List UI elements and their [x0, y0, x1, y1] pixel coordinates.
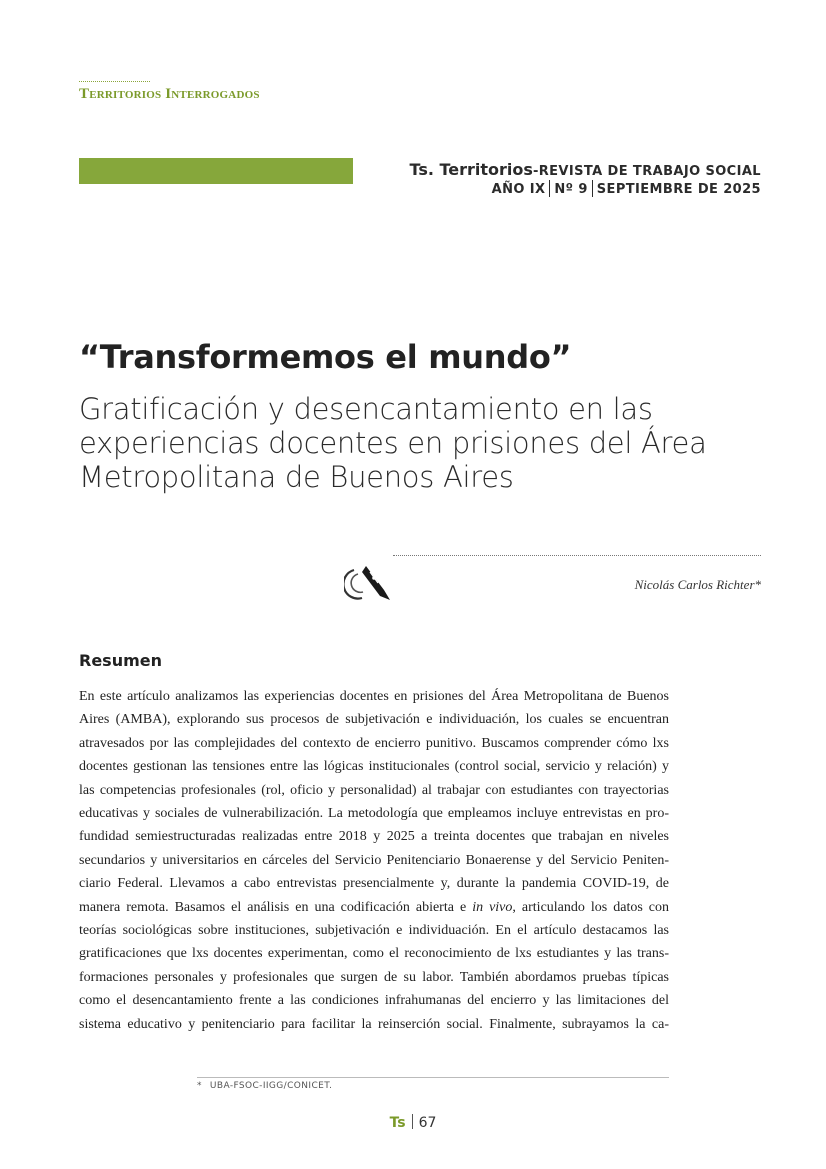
journal-issue-line: [410, 180, 761, 197]
abstract-line: sistema educativo y penitenciario para facilitar la reinserción social. Finalmente, subrayamos la ca-: [79, 1016, 669, 1032]
journal-date: SEPTIEMBRE DE 2025: [596, 182, 761, 197]
journal-title-line: [410, 160, 761, 179]
journal-year: AÑO IX: [491, 182, 546, 197]
abstract-line: como el desencantamiento frente a las condiciones infrahumanas del encierro y las limitaciones del: [79, 993, 669, 1009]
separator: [549, 180, 550, 197]
footnote: [197, 1081, 332, 1091]
footnote-divider: [197, 1077, 669, 1078]
abstract-line: secundarios y universitarios en cárceles del Servicio Penitenciario Bonaerense y del Servicio Peniten-: [79, 852, 669, 868]
abstract-text-segment: manera remota. Basamos el análisis en una codificación abierta e: [79, 899, 473, 915]
journal-subtitle: -REVISTA DE TRABAJO SOCIAL: [532, 164, 761, 179]
page-number: 67: [418, 1115, 437, 1131]
separator: [412, 1114, 413, 1129]
footer-journal-abbrev: Ts: [389, 1115, 406, 1131]
abstract-line: fundidad semiestructuradas realizadas entre 2018 y 2025 a treinta docentes que trabajan en niveles: [79, 829, 669, 845]
article-author: Nicolás Carlos Richter*: [634, 577, 761, 592]
abstract-line: Aires (AMBA), explorando sus procesos de subjetivación e individuación, los cuales se encuentran: [79, 712, 669, 728]
abstract-text-segment: , articulando los datos con: [512, 899, 670, 915]
abstract-line: docentes gestionan las tensiones entre las lógicas institucionales (control social, servicio y relación) y: [79, 759, 669, 775]
section-divider: [79, 81, 150, 82]
page-footer: [0, 1114, 826, 1131]
abstract-line: las competencias profesionales (rol, oficio y personalidad) al trabajar con estudiantes con trayectorias: [79, 782, 669, 798]
abstract-line: ciario Federal. Llevamos a cabo entrevistas presencialmente y, durante la pandemia COVID-19, de: [79, 876, 669, 892]
journal-issue: Nº 9: [554, 182, 588, 197]
abstract-line: formaciones personales y profesionales que surgen de su labor. También abordamos pruebas típicas: [79, 969, 669, 985]
abstract-line: teorías sociológicas sobre instituciones, subjetivación e individuación. En el artículo destacamos las: [79, 923, 669, 939]
abstract-heading: Resumen: [79, 651, 162, 670]
article-title: “Transformemos el mundo”: [79, 338, 572, 376]
article-subtitle: Gratificación y desencantamiento en las experiencias docentes en prisiones del Área Metropolitana de Buenos Aires: [79, 392, 707, 494]
abstract-line: educativas y sociales de vulnerabilización. La metodología que empleamos incluye entrevistas en pro-: [79, 806, 669, 822]
footnote-mark: *: [197, 1081, 202, 1091]
journal-name: Ts. Territorios: [409, 160, 533, 179]
fountain-pen-nib-icon: [344, 556, 396, 606]
abstract-line: En este artículo analizamos las experiencias docentes en prisiones del Área Metropolitana de Buenos: [79, 689, 669, 704]
abstract-italic-term: in vivo: [472, 899, 513, 915]
footnote-text: UBA-FSOC-IIGG/CONICET.: [209, 1081, 333, 1091]
separator: [592, 180, 593, 197]
journal-header: [410, 160, 761, 197]
abstract-line: gratificaciones que lxs docentes experimentan, como el reconocimiento de lxs estudiantes y las trans-: [79, 946, 669, 962]
abstract-line: atravesados por las complejidades del contexto de encierro punitivo. Buscamos comprender cómo lxs: [79, 735, 669, 751]
abstract-line: [79, 896, 669, 919]
accent-bar: [79, 158, 353, 184]
abstract-body: [79, 685, 669, 1036]
section-label: Territorios Interrogados: [79, 86, 260, 102]
author-divider: [393, 555, 761, 556]
